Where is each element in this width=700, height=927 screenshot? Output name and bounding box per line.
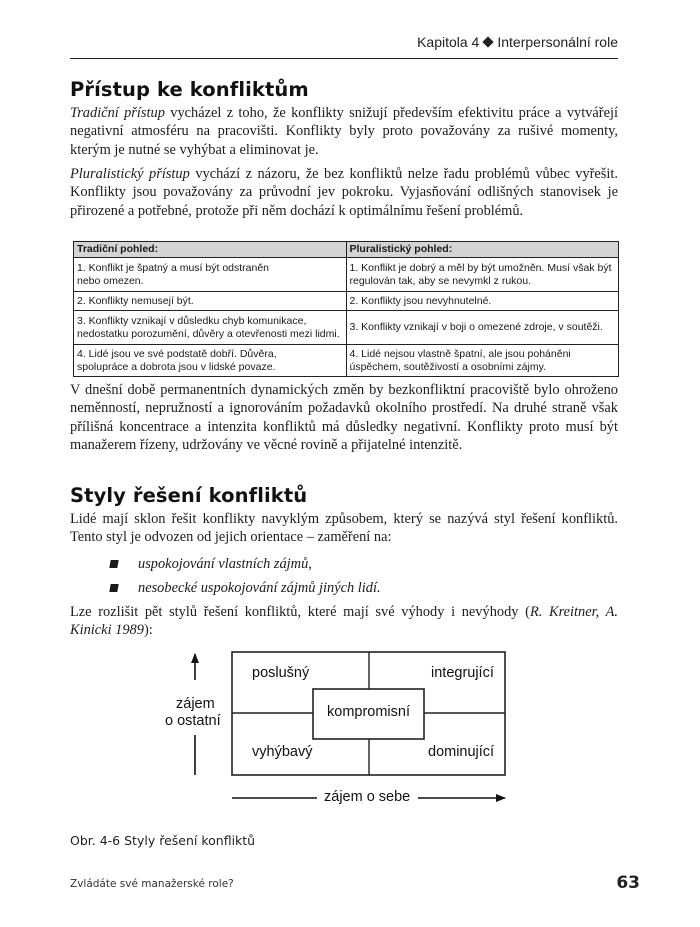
- quadrant-label-bottom-right: dominující: [428, 744, 495, 760]
- table-cell: 2. Konflikty nemusejí být.: [74, 292, 347, 311]
- quadrant-label-top-right: integrující: [431, 665, 494, 681]
- diamond-icon: [483, 36, 494, 47]
- square-bullet-icon: [109, 584, 118, 592]
- table-cell: 3. Konflikty vznikají v boji o omezené zdroje, v soutěži.: [346, 311, 619, 345]
- y-axis-label-line2: o ostatní: [165, 713, 221, 729]
- figure-number: Obr. 4-6: [70, 833, 121, 848]
- center-label: kompromisní: [327, 704, 410, 720]
- table-row: [74, 345, 619, 377]
- table-cell: 4. Lidé jsou ve své podstatě dobří. Důvěra, spolupráce a dobrota jsou v lidské povaze.: [74, 345, 347, 377]
- table-row: [74, 311, 619, 345]
- quadrant-label-bottom-left: vyhýbavý: [252, 744, 313, 760]
- header-pluralistic: Pluralistický pohled:: [346, 242, 619, 258]
- term-traditional: Tradiční přístup: [70, 105, 165, 121]
- square-bullet-icon: [109, 560, 118, 568]
- running-header: [70, 30, 618, 59]
- quadrant-label-top-left: poslušný: [252, 665, 310, 681]
- list-item-text: uspokojování vlastních zájmů,: [138, 556, 312, 572]
- header-traditional: Tradiční pohled:: [74, 242, 347, 258]
- table-row: [74, 258, 619, 292]
- paragraph-text: ):: [143, 622, 153, 639]
- table-row: [74, 292, 619, 311]
- paragraph-text: vychází z názoru, že bez konfliktů nelze řadu problémů vůbec vyřešit. Konflikty jsou považovány za průvodní jev pokroku. Vyjasňování odlišných stanovisek je přirozené a potřebné, protože při něm dochází k optimálnímu řešení problémů.: [70, 166, 618, 219]
- conflict-styles-diagram: [160, 640, 530, 820]
- paragraph-traditional: [70, 104, 618, 159]
- section-heading-styly: Styly řešení konfliktů: [70, 484, 308, 507]
- paragraph-pluralistic: [70, 165, 618, 220]
- list-item-text: nesobecké uspokojování zájmů jiných lidí.: [138, 580, 381, 596]
- running-header-text: [417, 34, 618, 50]
- table-cell: 2. Konflikty jsou nevyhnutelné.: [346, 292, 619, 311]
- paragraph-five-styles: [70, 603, 618, 640]
- orientation-list: [110, 552, 381, 600]
- table-cell: 1. Konflikt je špatný a musí být odstraněn nebo omezen.: [74, 258, 347, 292]
- table-header-row: [74, 242, 619, 258]
- section-heading-pristup: Přístup ke konfliktům: [70, 78, 309, 101]
- comparison-table: [73, 241, 619, 377]
- y-axis-label-line1: zájem: [176, 696, 215, 712]
- paragraph-habits: Lidé mají sklon řešit konflikty navyklým způsobem, který se nazývá styl řešení konfliktů. Tento styl je odvozen od jejich orientace – zaměření na:: [70, 511, 618, 546]
- section-label: Interpersonální role: [497, 34, 618, 50]
- table-cell: 3. Konflikty vznikají v důsledku chyb komunikace, nedostatku porozumění, důvěry a otevřenosti mezi lidmi.: [74, 311, 347, 345]
- footer-book-title: Zvládáte své manažerské role?: [70, 878, 234, 890]
- citation: R. Kreitner, A. Kinicki 1989: [70, 604, 618, 639]
- table-cell: 4. Lidé nejsou vlastně špatní, ale jsou poháněni úspěchem, soutěživostí a osobními zájmy.: [346, 345, 619, 377]
- paragraph-today: V dnešní době permanentních dynamických změn by bezkonfliktní pracoviště bylo ohroženo neměnností, nepružností a ignorováním požadavků okolního prostředí. Na druhé straně však přílišná koncentrace a intenzita konfliktů má důsledky negativní. Konflikty proto musí být manažerem řízeny, udržovány ve věcné rovině a přijatelné intenzitě.: [70, 382, 618, 453]
- page-number: 63: [616, 873, 640, 893]
- list-item: [110, 576, 381, 600]
- paragraph-text: Lze rozlišit pět stylů řešení konfliktů, které mají své výhody i nevýhody (: [70, 604, 530, 620]
- list-item: [110, 552, 381, 576]
- x-axis-label: zájem o sebe: [324, 789, 411, 805]
- paragraph-text: vycházel z toho, že konflikty snižují především efektivitu práce a vytvářejí negativní atmosféru na pracovišti. Konflikty byly proto považovány za rušivé momenty, kterým je nutné se vyhýbat a eliminovat je.: [70, 105, 618, 158]
- figure-caption-text: Styly řešení konfliktů: [124, 833, 256, 848]
- table-cell: 1. Konflikt je dobrý a měl by být umožněn. Musí však být regulován tak, aby se nevymkl z rukou.: [346, 258, 619, 292]
- chapter-label: Kapitola 4: [417, 34, 480, 50]
- term-pluralistic: Pluralistický přístup: [70, 166, 190, 182]
- figure-caption: [70, 833, 255, 848]
